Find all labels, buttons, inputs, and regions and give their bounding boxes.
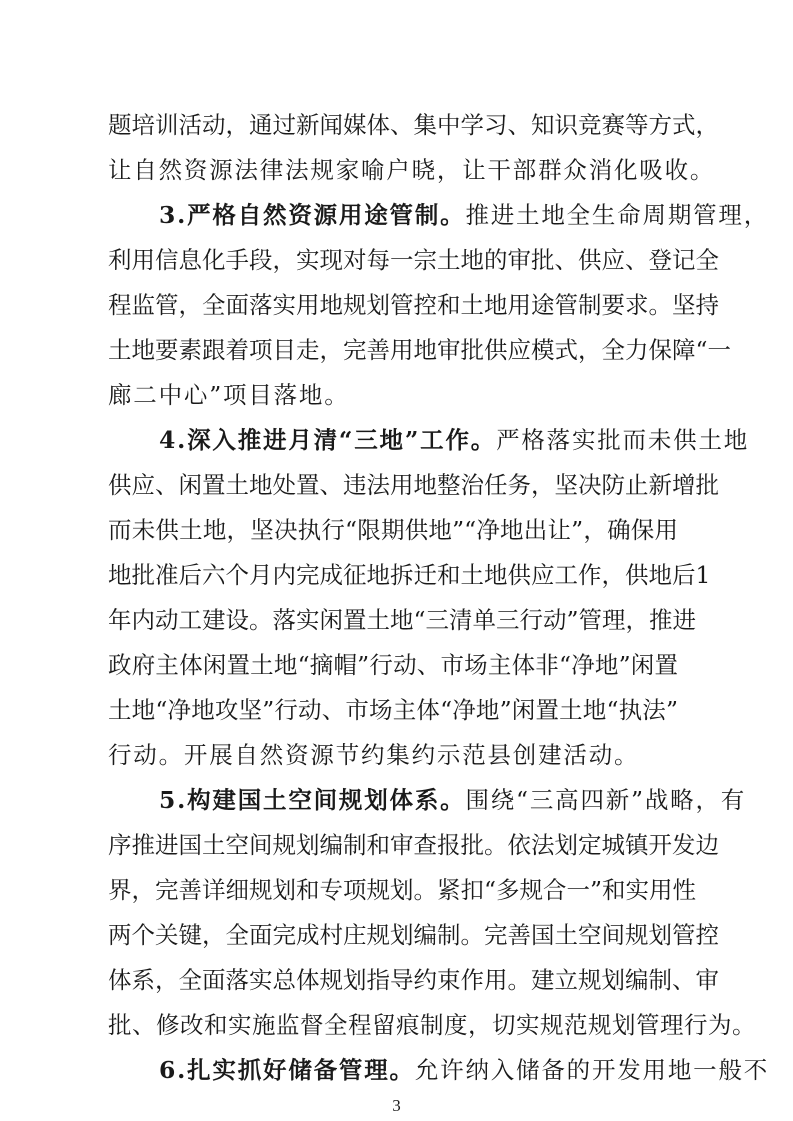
text-line: 批、修改和实施监督全程留痕制度，切实规范规划管理行为。 <box>108 1011 756 1039</box>
text-line: 而未供土地，坚决执行“限期供地”“净地出让”，确保用 <box>108 516 678 544</box>
text-line: 土地“净地攻坚”行动、市场主体“净地”闲置土地“执法” <box>108 696 678 724</box>
section-heading-3: 3.严格自然资源用途管制。 <box>159 201 466 229</box>
text-line: 年内动工建设。落实闲置土地“三清单三行动”管理，推进 <box>108 606 697 634</box>
text-line: 地批准后六个月内完成征地拆迁和土地供应工作，供地后1 <box>108 561 711 589</box>
text-line: 界，完善详细规划和专项规划。紧扣“多规合一”和实用性 <box>108 876 697 904</box>
text-line: 两个关键，全面完成村庄规划编制。完善国土空间规划管控 <box>108 921 719 949</box>
page-number: 3 <box>392 1096 401 1115</box>
paragraph-first-line <box>159 425 750 455</box>
text-line: 序推进国土空间规划编制和审查报批。依法划定城镇开发边 <box>108 831 719 859</box>
text-line: 题培训活动，通过新闻媒体、集中学习、知识竞赛等方式， <box>108 111 719 139</box>
text-run: 推进土地全生命周期管理， <box>465 201 770 229</box>
text-line: 供应、闲置土地处置、违法用地整治任务，坚决防止新增批 <box>108 471 719 499</box>
text-line: 让自然资源法律法规家喻户晓，让干部群众消化吸收。 <box>108 156 716 184</box>
text-line: 利用信息化手段，实现对每一宗土地的审批、供应、登记全 <box>108 246 719 274</box>
text-run: 围绕“三高四新”战略，有 <box>465 786 747 814</box>
section-heading-4: 4.深入推进月清“三地”工作。 <box>159 426 497 454</box>
text-run: 允许纳入储备的开发用地一般不 <box>414 1056 770 1084</box>
text-line: 土地要素跟着项目走，完善用地审批供应模式，全力保障“一 <box>108 336 732 364</box>
text-line: 政府主体闲置土地“摘帽”行动、市场主体非“净地”闲置 <box>108 651 678 679</box>
text-line: 行动。开展自然资源节约集约示范县创建活动。 <box>108 741 640 769</box>
text-line: 廊二中心”项目落地。 <box>108 381 350 409</box>
section-heading-6: 6.扎实抓好储备管理。 <box>159 1056 415 1084</box>
paragraph-first-line <box>159 785 747 815</box>
text-line: 程监管，全面落实用地规划管控和土地用途管制要求。坚持 <box>108 291 719 319</box>
text-run: 严格落实批而未供土地 <box>496 426 750 454</box>
text-line: 体系，全面落实总体规划指导约束作用。建立规划编制、审 <box>108 966 719 994</box>
paragraph-first-line <box>159 200 770 230</box>
section-heading-5: 5.构建国土空间规划体系。 <box>159 786 466 814</box>
paragraph-first-line <box>159 1055 770 1085</box>
